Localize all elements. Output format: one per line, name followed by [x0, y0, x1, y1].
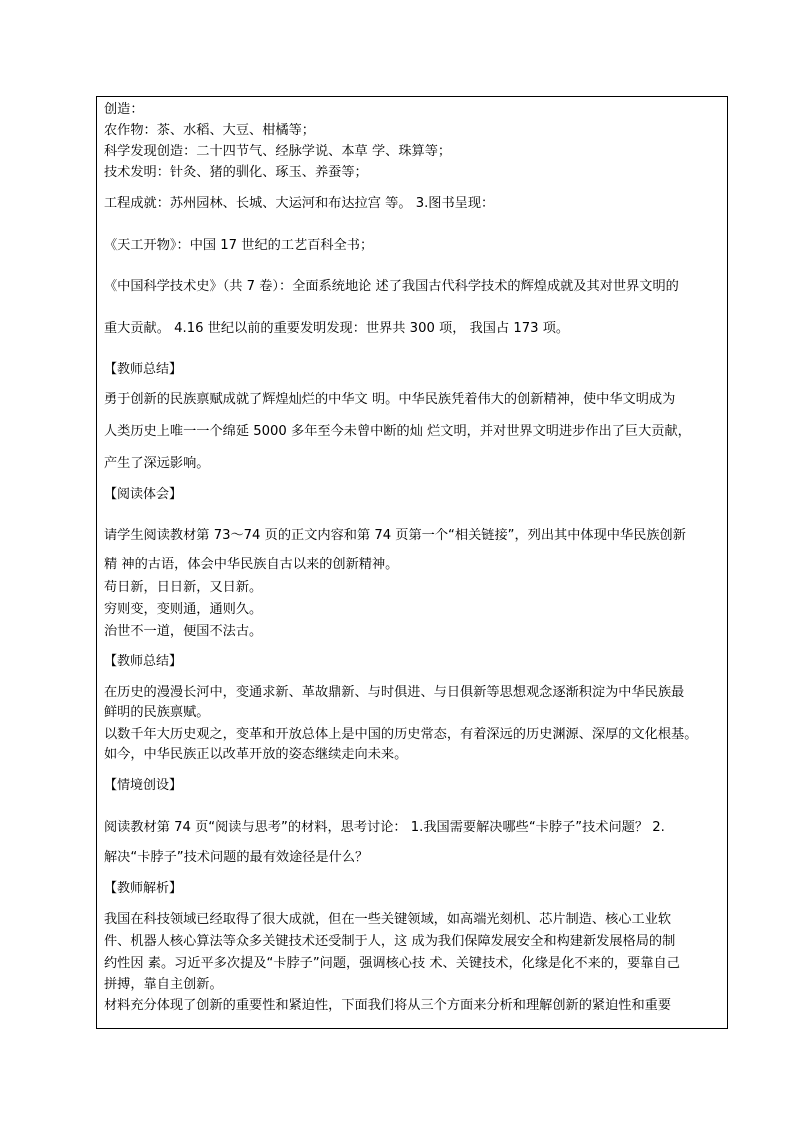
section-heading: 【情境创设】 — [104, 778, 183, 793]
text-line: 我国在科技领域已经取得了很大成就，但在一些关键领域，如高端光刻机、芯片制造、核心工业软 — [104, 912, 672, 927]
text-line: 在历史的漫漫长河中，变通求新、革故鼎新、与时俱进、与日俱新等思想观念逐渐积淀为中华民族最 — [104, 685, 685, 700]
text-line: 请学生阅读教材第 73～74 页的正文内容和第 74 页第一个“相关链接”，列出其中体现中华民族创新 — [104, 528, 686, 543]
text-line: 鲜明的民族禀赋。 — [104, 705, 210, 720]
text-line: 精 神的古语，体会中华民族自古以来的创新精神。 — [104, 557, 399, 572]
text-line: 约性因 素。习近平多次提及“卡脖子”问题，强调核心技 术、关键技术，化缘是化不来的，要靠自己 — [104, 956, 680, 971]
section-heading: 【教师总结】 — [104, 362, 183, 377]
text-line: 如今，中华民族正以改革开放的姿态继续走向未来。 — [104, 747, 408, 762]
text-line: 《天工开物》：中国 17 世纪的工艺百科全书； — [104, 238, 374, 253]
text-line: 科学发现创造：二十四节气、经脉学说、本草 学、珠算等； — [104, 144, 452, 159]
text-line: 勇于创新的民族禀赋成就了辉煌灿烂的中华文 明。中华民族凭着伟大的创新精神，使中华文明成为 — [104, 392, 676, 407]
text-line: 工程成就：苏州园林、长城、大运河和布达拉宫 等。 3.图书呈现： — [104, 196, 495, 211]
text-line: 苟日新，日日新，又日新。 — [104, 580, 263, 595]
text-line: 拼搏，靠自主创新。 — [104, 977, 223, 992]
section-heading: 【教师总结】 — [104, 654, 183, 669]
text-line: 人类历史上唯一一个绵延 5000 多年至今未曾中断的灿 烂文明，并对世界文明进步作出了巨大贡献， — [104, 424, 691, 439]
text-line: 阅读教材第 74 页“阅读与思考”的材料，思考讨论： 1.我国需要解决哪些“卡脖子”技术问题？ 2. — [104, 820, 665, 835]
text-line: 技术发明：针灸、猪的驯化、琢玉、养蚕等； — [104, 165, 368, 180]
text-line: 材料充分体现了创新的重要性和紧迫性，下面我们将从三个方面来分析和理解创新的紧迫性和重要 — [104, 998, 672, 1013]
section-heading: 【教师解析】 — [104, 881, 183, 896]
text-line: 产生了深远影响。 — [104, 456, 210, 471]
text-line: 以数千年大历史观之，变革和开放总体上是中国的历史常态，有着深远的历史渊源、深厚的文化根基。 — [104, 727, 698, 742]
text-line: 创造： — [104, 102, 144, 117]
text-line: 件、机器人核心算法等众多关键技术还受制于人，这 成为我们保障发展安全和构建新发展格局的制 — [104, 934, 676, 949]
text-line: 重大贡献。 4.16 世纪以前的重要发明发现：世界共 300 项， 我国占 173 项。 — [104, 321, 570, 336]
text-line: 农作物：茶、水稻、大豆、柑橘等； — [104, 123, 315, 138]
text-line: 治世不一道，便国不法古。 — [104, 624, 263, 639]
text-line: 解决“卡脖子”技术问题的最有效途径是什么？ — [104, 850, 369, 865]
text-line: 《中国科学技术史》（共 7 卷）：全面系统地论 述了我国古代科学技术的辉煌成就及其对世界文明的 — [104, 279, 679, 294]
text-line: 穷则变，变则通，通则久。 — [104, 602, 263, 617]
section-heading: 【阅读体会】 — [104, 487, 183, 502]
